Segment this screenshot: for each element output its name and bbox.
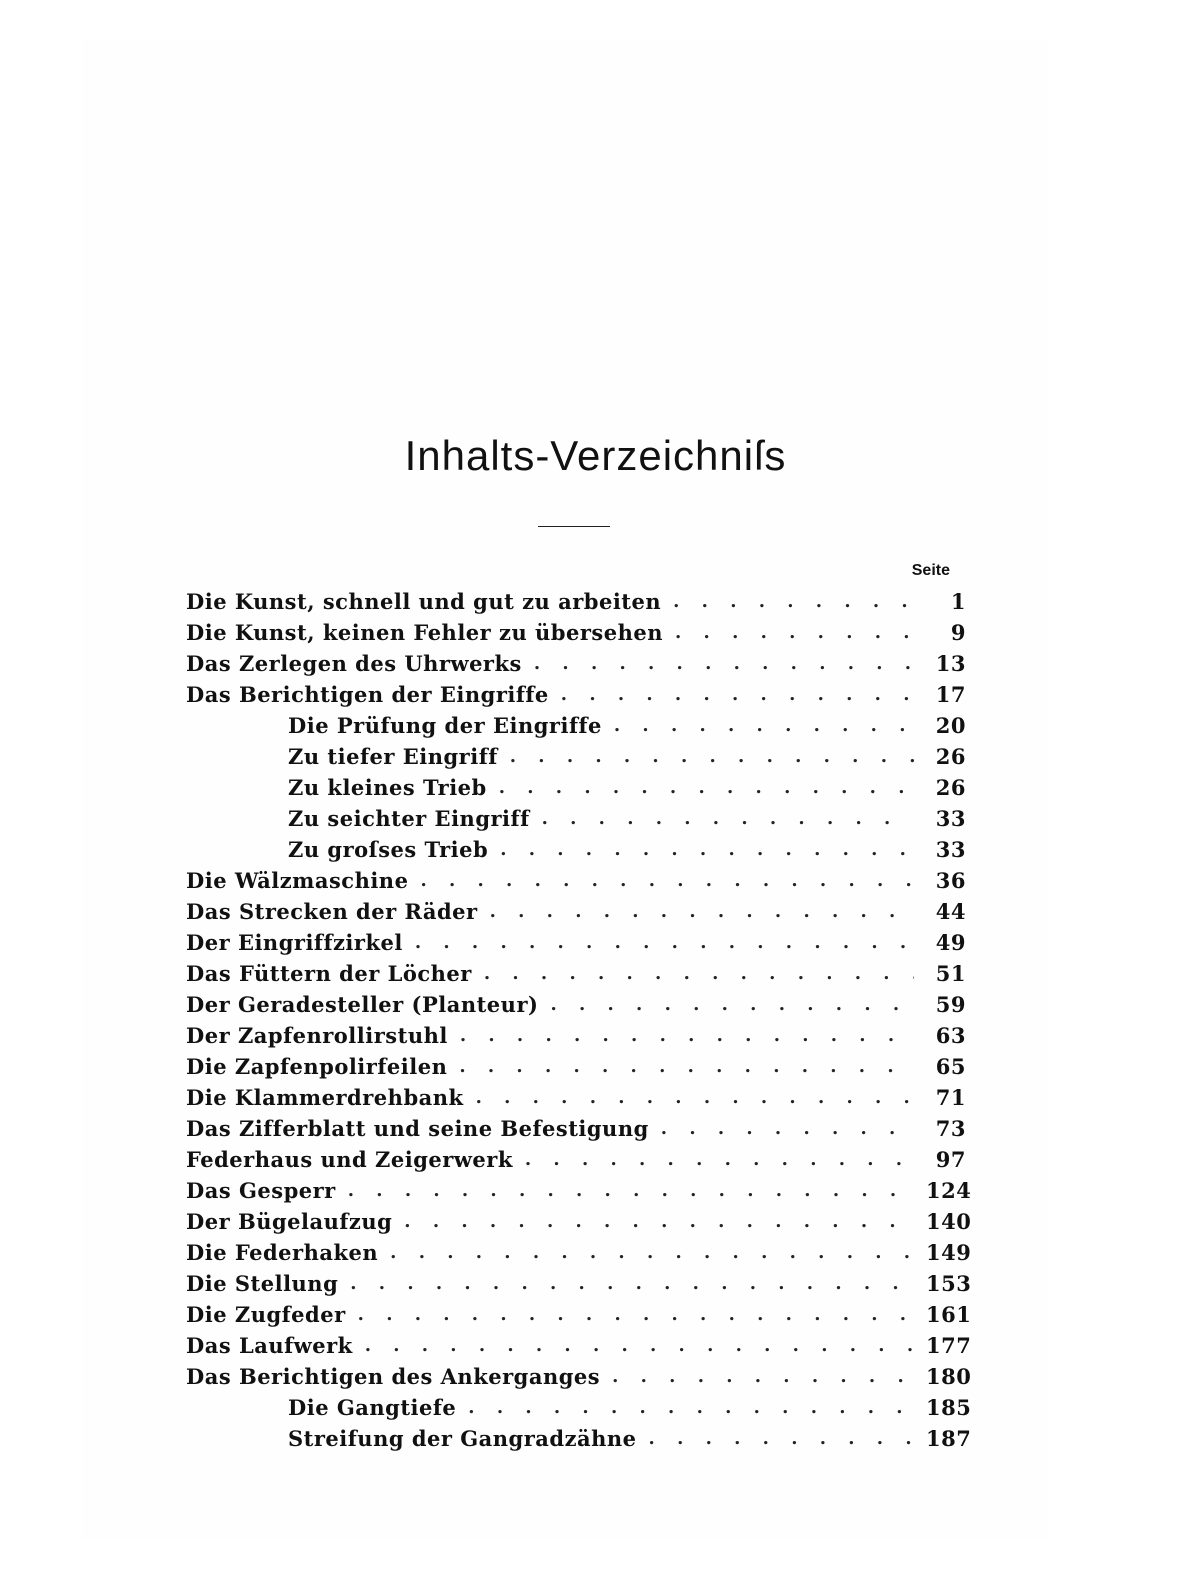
toc-entry-page: 13	[935, 651, 966, 676]
toc-entry	[186, 896, 966, 927]
dot-leader	[500, 839, 914, 860]
toc-entry-page: 177	[926, 1333, 972, 1358]
toc-entry	[186, 1144, 966, 1175]
toc-entry	[186, 927, 966, 958]
toc-entry-page: 26	[935, 744, 966, 769]
dot-leader	[460, 1025, 914, 1046]
toc-entry-label: Die Wälzmaschine	[186, 868, 409, 893]
toc-entry-page: 17	[935, 682, 966, 707]
toc-entry-label: Zu tiefer Eingriff	[288, 744, 498, 769]
toc-entry-page: 97	[935, 1147, 966, 1172]
toc-entry-label: Das Gesperr	[186, 1178, 336, 1203]
toc-entry-label: Der Geradesteller (Planteur)	[186, 992, 539, 1017]
toc-entry-label: Der Zapfenrollirstuhl	[186, 1023, 448, 1048]
toc-entry-label: Zu kleines Trieb	[288, 775, 487, 800]
toc-entry	[186, 648, 966, 679]
toc-entry-page: 33	[935, 837, 966, 862]
toc-entry-page: 185	[926, 1395, 972, 1420]
dot-leader	[490, 901, 914, 922]
toc-entry-page: 65	[935, 1054, 966, 1079]
toc-entry-label: Die Klammerdrehbank	[186, 1085, 464, 1110]
toc-entry-page: 51	[935, 961, 966, 986]
dot-leader	[561, 684, 914, 705]
toc-entry	[186, 617, 966, 648]
toc-entry-page: 71	[935, 1085, 966, 1110]
dot-leader	[550, 994, 914, 1015]
toc-entry-page: 20	[935, 713, 966, 738]
dot-leader	[476, 1087, 914, 1108]
dot-leader	[468, 1397, 914, 1418]
dot-leader	[534, 653, 914, 674]
toc-entry-page: 1	[950, 589, 966, 614]
dot-leader	[484, 963, 914, 984]
dot-leader	[525, 1149, 914, 1170]
dot-leader	[614, 715, 914, 736]
toc-entry	[186, 1237, 972, 1268]
toc-entry-label: Der Bügelaufzug	[186, 1209, 393, 1234]
toc-entry	[186, 1299, 972, 1330]
toc-entry-label: Zu seichter Eingriff	[288, 806, 530, 831]
toc-entry-label: Die Kunst, schnell und gut zu arbeiten	[186, 589, 662, 614]
toc-entry	[186, 1175, 972, 1206]
page-title: Inhalts-Verzeichniſs	[404, 432, 787, 479]
toc-entry-label: Federhaus und Zeigerwerk	[186, 1147, 513, 1172]
toc-entry-label: Die Federhaken	[186, 1240, 379, 1265]
toc-subentry	[186, 803, 966, 834]
toc-entry-label: Die Zapfenpolirfeilen	[186, 1054, 448, 1079]
dot-leader	[542, 808, 914, 829]
toc-entry-label: Die Stellung	[186, 1271, 339, 1296]
toc-entry-label: Der Eingriffzirkel	[186, 930, 403, 955]
toc-entry-page: 63	[935, 1023, 966, 1048]
toc-entry	[186, 1268, 972, 1299]
toc-entry	[186, 1020, 966, 1051]
toc-entry-page: 73	[935, 1116, 966, 1141]
toc-subentry	[186, 1392, 972, 1423]
toc-subentry	[186, 772, 966, 803]
toc-subentry	[186, 1423, 972, 1454]
toc-entry-label: Das Zerlegen des Uhrwerks	[186, 651, 522, 676]
dot-leader	[358, 1304, 914, 1325]
toc-entry-label: Das Laufwerk	[186, 1333, 353, 1358]
toc-entry	[186, 679, 966, 710]
toc-entry-label: Die Prüfung der Eingriffe	[288, 713, 602, 738]
toc-entry-label: Zu groſses Trieb	[288, 837, 489, 862]
toc-entry	[186, 1051, 966, 1082]
dot-leader	[612, 1366, 914, 1387]
dot-leader	[661, 1118, 914, 1139]
toc-entry-label: Die Kunst, keinen Fehler zu übersehen	[186, 620, 663, 645]
toc-entry-page: 9	[950, 620, 966, 645]
toc-subentry	[186, 834, 966, 865]
dot-leader	[459, 1056, 914, 1077]
toc-entry-page: 124	[926, 1178, 972, 1203]
toc-entry-page: 187	[926, 1426, 972, 1451]
toc-entry-page: 161	[926, 1302, 972, 1327]
dot-leader	[350, 1273, 914, 1294]
title-divider	[538, 526, 610, 527]
toc-entry-page: 140	[926, 1209, 972, 1234]
toc-subentry	[186, 741, 966, 772]
toc-subentry	[186, 710, 966, 741]
toc-entry-label: Streifung der Gangradzähne	[288, 1426, 637, 1451]
table-of-contents	[186, 586, 972, 1454]
toc-entry-page: 36	[935, 868, 966, 893]
toc-entry-page: 149	[926, 1240, 972, 1265]
toc-entry-label: Das Füttern der Löcher	[186, 961, 472, 986]
toc-entry-label: Die Gangtiefe	[288, 1395, 457, 1420]
toc-entry-page: 59	[935, 992, 966, 1017]
dot-leader	[415, 932, 914, 953]
toc-entry-page: 180	[926, 1364, 972, 1389]
toc-entry	[186, 1330, 972, 1361]
dot-leader	[348, 1180, 914, 1201]
toc-entry-page: 33	[935, 806, 966, 831]
dot-leader	[390, 1242, 914, 1263]
toc-entry	[186, 958, 966, 989]
page-column-header: Seite	[911, 562, 950, 579]
toc-entry-label: Das Berichtigen der Eingriffe	[186, 682, 549, 707]
toc-entry-page: 44	[935, 899, 966, 924]
dot-leader	[365, 1335, 914, 1356]
toc-entry	[186, 586, 966, 617]
toc-entry	[186, 865, 966, 896]
dot-leader	[675, 622, 914, 643]
toc-entry	[186, 1082, 966, 1113]
toc-entry-page: 26	[935, 775, 966, 800]
dot-leader	[673, 591, 914, 612]
dot-leader	[499, 777, 914, 798]
dot-leader	[649, 1428, 914, 1449]
toc-entry-label: Das Berichtigen des Ankerganges	[186, 1364, 601, 1389]
toc-entry	[186, 1206, 972, 1237]
toc-entry	[186, 989, 966, 1020]
toc-entry-page: 153	[926, 1271, 972, 1296]
toc-entry-label: Die Zugfeder	[186, 1302, 346, 1327]
toc-entry-page: 49	[935, 930, 966, 955]
dot-leader	[420, 870, 914, 891]
toc-entry-label: Das Zifferblatt und seine Befestigung	[186, 1116, 649, 1141]
toc-entry	[186, 1361, 972, 1392]
dot-leader	[510, 746, 914, 767]
toc-entry	[186, 1113, 966, 1144]
toc-entry-label: Das Strecken der Räder	[186, 899, 478, 924]
dot-leader	[404, 1211, 914, 1232]
